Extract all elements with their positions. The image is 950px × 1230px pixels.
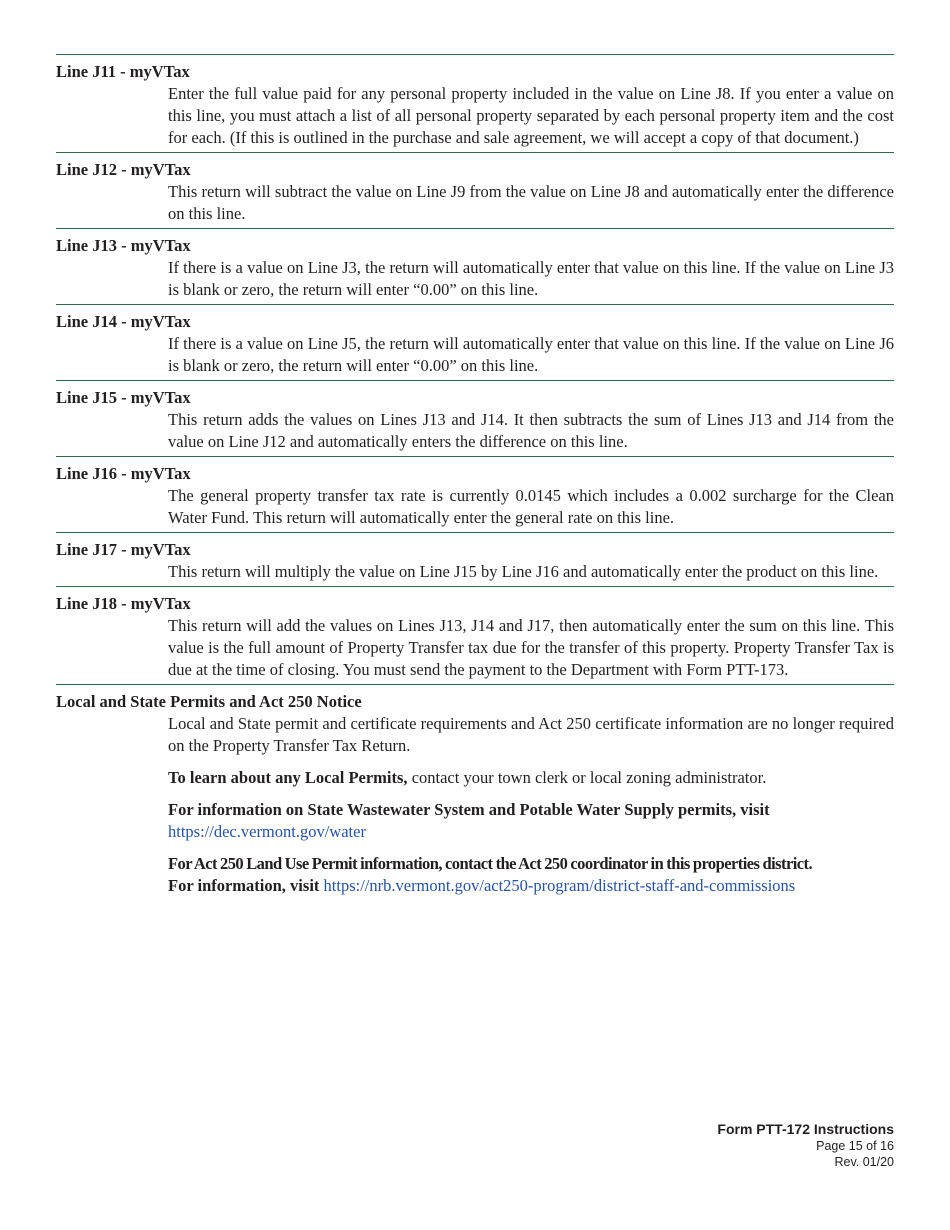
local-permits-paragraph	[168, 767, 894, 789]
page-footer	[717, 1120, 894, 1170]
section-heading: Line J12 - myVTax	[56, 160, 191, 179]
section-line-j14	[56, 304, 894, 380]
section-line-j13	[56, 228, 894, 304]
section-heading: Line J16 - myVTax	[56, 464, 191, 483]
section-body: If there is a value on Line J5, the return will automatically enter that value on this line. If the value on Line J6 is blank or zero, the return will enter “0.00” on this line.	[168, 334, 894, 375]
section-heading: Line J15 - myVTax	[56, 388, 191, 407]
state-permits-link[interactable]: https://dec.vermont.gov/water	[168, 822, 366, 841]
section-heading: Line J17 - myVTax	[56, 540, 191, 559]
section-line-j17	[56, 532, 894, 586]
act250-paragraph	[168, 853, 894, 897]
section-line-j16	[56, 456, 894, 532]
section-body: If there is a value on Line J3, the return will automatically enter that value on this line. If the value on Line J3 is blank or zero, the return will enter “0.00” on this line.	[168, 258, 894, 299]
section-body: The general property transfer tax rate is currently 0.0145 which includes a 0.002 surcharge for the Clean Water Fund. This return will automatically enter the general rate on this line.	[168, 486, 894, 527]
footer-page-number: Page 15 of 16	[816, 1139, 894, 1153]
act250-link[interactable]: https://nrb.vermont.gov/act250-program/district-staff-and-commissions	[323, 876, 796, 895]
footer-form-title: Form PTT-172 Instructions	[717, 1121, 894, 1137]
state-permits-paragraph	[168, 799, 894, 843]
section-heading: Line J14 - myVTax	[56, 312, 191, 331]
section-body: This return will add the values on Lines J13, J14 and J17, then automatically enter the sum on this line. This value is the full amount of Property Transfer tax due for the transfer of this property. Property Transfer Tax is due at the time of closing. You must send the payment to the Department with Form PTT-173.	[168, 616, 894, 679]
section-line-j12	[56, 152, 894, 228]
section-line-j18	[56, 586, 894, 684]
section-heading: Local and State Permits and Act 250 Notice	[56, 692, 362, 711]
section-line-j15	[56, 380, 894, 456]
section-permits-notice	[56, 684, 894, 900]
section-heading: Line J18 - myVTax	[56, 594, 191, 613]
section-body: Enter the full value paid for any personal property included in the value on Line J8. If you enter a value on this line, you must attach a list of all personal property separated by each personal property item and the cost for each. (If this is outlined in the purchase and sale agreement, we will accept a copy of that document.)	[168, 84, 894, 147]
instructions-document	[56, 54, 894, 900]
act250-bold: For Act 250 Land Use Permit information, contact the Act 250 coordinator in this properties district.	[168, 854, 813, 873]
permits-intro: Local and State permit and certificate requirements and Act 250 certificate information are no longer required on the Property Transfer Tax Return.	[168, 714, 894, 755]
section-heading: Line J11 - myVTax	[56, 62, 190, 81]
local-permits-text: contact your town clerk or local zoning administrator.	[407, 768, 767, 787]
local-permits-bold: To learn about any Local Permits,	[168, 768, 408, 787]
section-line-j11	[56, 54, 894, 152]
state-permits-bold: For information on State Wastewater System and Potable Water Supply permits, visit	[168, 800, 770, 819]
act250-bold-visit: For information, visit	[168, 876, 320, 895]
section-body: This return will multiply the value on Line J15 by Line J16 and automatically enter the product on this line.	[168, 562, 879, 581]
section-body: This return will subtract the value on Line J9 from the value on Line J8 and automatically enter the difference on this line.	[168, 182, 894, 223]
section-body: This return adds the values on Lines J13 and J14. It then subtracts the sum of Lines J13 and J14 from the value on Line J12 and automatically enters the difference on this line.	[168, 410, 894, 451]
section-heading: Line J13 - myVTax	[56, 236, 191, 255]
footer-revision: Rev. 01/20	[834, 1155, 894, 1169]
